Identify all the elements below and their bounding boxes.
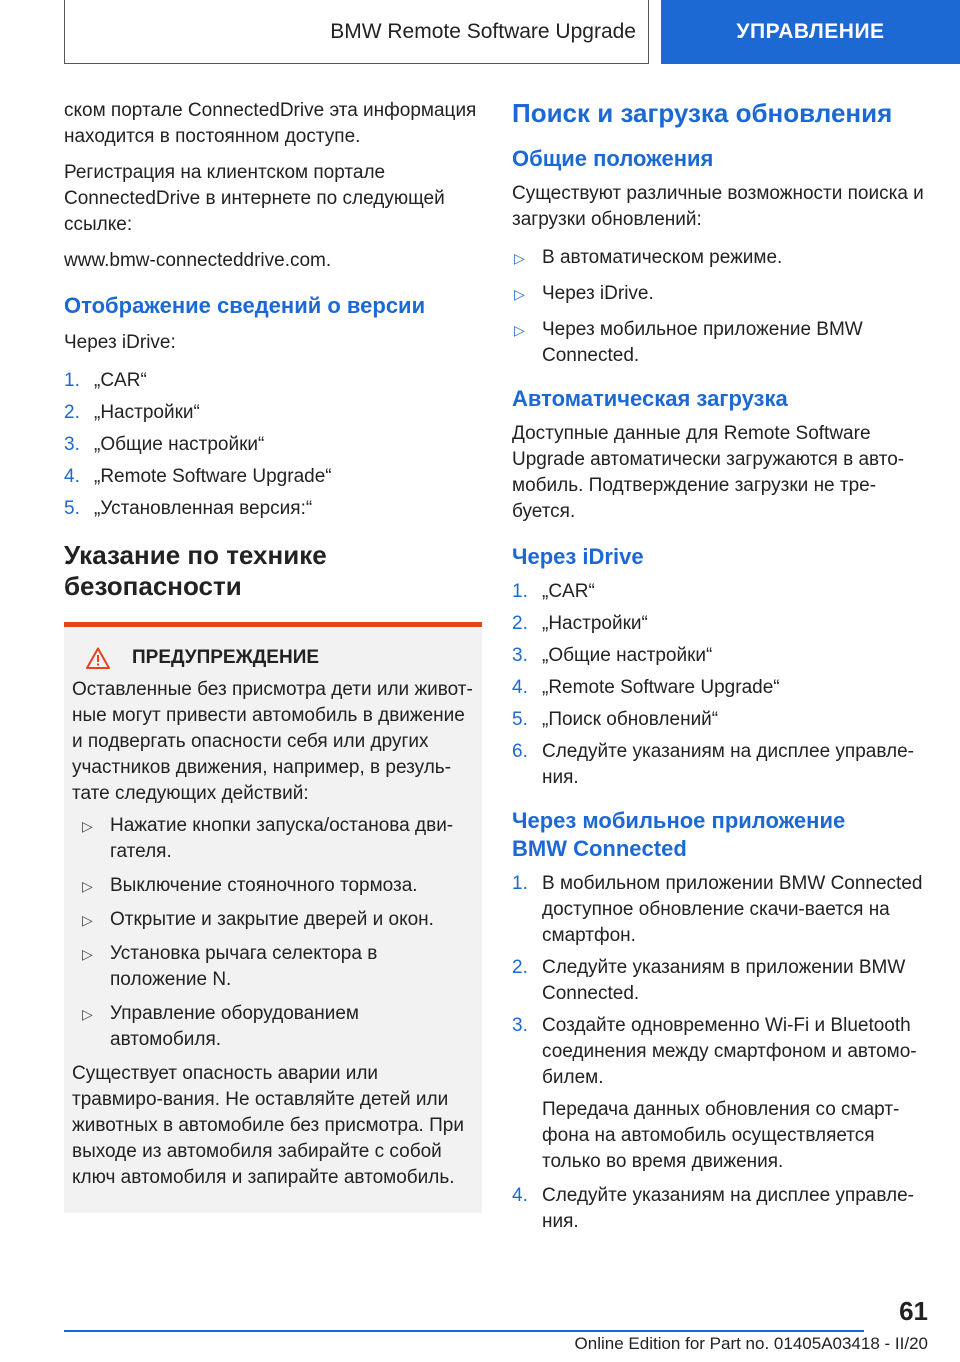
- list-item: 4. „Remote Software Upgrade“: [64, 464, 482, 490]
- auto-text: Доступные данные для Remote Software Upgrade автоматически загружаются в авто-мобиль. Подтверждение загрузки не тре-буется.: [512, 423, 905, 522]
- list-item: 5. „Установленная версия:“: [64, 496, 482, 522]
- step-number: 4.: [512, 1185, 528, 1206]
- bullet-triangle-icon: ▷: [514, 322, 525, 338]
- list-item: 1. В мобильном приложении BMW Connected доступное обновление скачи-вается на смартфон.: [512, 873, 923, 946]
- list-item: 1. „CAR“: [512, 579, 932, 605]
- bullet-triangle-icon: ▷: [82, 818, 93, 834]
- list-item: ▷ Открытие и закрытие дверей и окон.: [80, 907, 474, 933]
- list-item: 4. „Remote Software Upgrade“: [512, 675, 932, 701]
- step-number: 6.: [512, 741, 528, 762]
- list-item: 3. „Общие настройки“: [64, 432, 482, 458]
- list-item: 4. Следуйте указаниям на дисплее управле-ния.: [512, 1185, 914, 1232]
- step-number: 3.: [512, 645, 528, 666]
- list-item: ▷ Управление оборудованием автомобиля.: [82, 1003, 359, 1050]
- registration-text: Регистрация на клиентском портале ConnectedDrive в интернете по следующей ссылке:: [64, 162, 445, 235]
- step-number: 2.: [512, 613, 528, 634]
- footer-edition: Online Edition for Part no. 01405A03418 - II/20: [574, 1334, 928, 1353]
- footer-divider: [64, 1330, 864, 1332]
- list-item: 5. „Поиск обновлений“: [512, 707, 932, 733]
- list-item: 6. Следуйте указаниям на дисплее управле-ния.: [512, 741, 914, 788]
- warning-triangle-icon: [86, 647, 110, 669]
- warning-box: [64, 622, 482, 1213]
- step-number: 4.: [64, 466, 80, 487]
- idrive-heading: Через iDrive: [512, 544, 644, 569]
- version-heading: Отображение сведений о версии: [64, 293, 426, 318]
- bullet-triangle-icon: ▷: [82, 878, 93, 894]
- app-steps: [512, 871, 932, 1091]
- step-number: 1.: [512, 581, 528, 602]
- list-item: 2. Следуйте указаниям в приложении BMW Connected.: [512, 957, 906, 1004]
- header-title: BMW Remote Software Upgrade: [64, 0, 649, 64]
- list-item: 1. „CAR“: [64, 368, 482, 394]
- warning-list: [72, 813, 474, 1053]
- app-steps-continued: [512, 1183, 932, 1235]
- general-list: [512, 245, 932, 369]
- list-item: ▷ Нажатие кнопки запуска/останова дви-гателя.: [82, 815, 454, 862]
- safety-heading: Указание по технике безопасности: [64, 540, 327, 601]
- warning-label: ПРЕДУПРЕЖДЕНИЕ: [132, 647, 320, 668]
- general-heading: Общие положения: [512, 146, 714, 171]
- list-item: ▷ Через iDrive.: [512, 281, 932, 307]
- step-number: 4.: [512, 677, 528, 698]
- bullet-triangle-icon: ▷: [514, 250, 525, 266]
- via-idrive-label: Через iDrive:: [64, 332, 176, 353]
- section-tab[interactable]: УПРАВЛЕНИЕ: [661, 0, 960, 64]
- warning-outro: Существует опасность аварии или травмиро-вания. Не оставляйте детей или животных в автомобиле без присмотра. При выходе из автомобиля забирайте с собой ключ автомобиля и запирайте автомобиль.: [72, 1063, 464, 1188]
- app-heading: Через мобильное приложение BMW Connected: [512, 808, 846, 861]
- page-number: 61: [899, 1296, 928, 1326]
- step-number: 1.: [512, 873, 528, 894]
- warning-title: [72, 647, 474, 669]
- list-item: ▷ В автоматическом режиме.: [512, 245, 932, 271]
- auto-heading: Автоматическая загрузка: [512, 386, 788, 411]
- step-number: 1.: [64, 370, 80, 391]
- bullet-triangle-icon: ▷: [82, 946, 93, 962]
- left-column: [64, 98, 482, 1213]
- app-note: Передача данных обновления со смарт-фона на автомобиль осуществляется только во время движения.: [542, 1099, 900, 1172]
- portal-url[interactable]: www.bmw-connecteddrive.com.: [64, 250, 332, 271]
- list-item: 2. „Настройки“: [64, 400, 482, 426]
- version-steps: [64, 368, 482, 522]
- idrive-steps: [512, 579, 932, 791]
- list-item: ▷ Через мобильное приложение BMW Connected.: [514, 319, 863, 366]
- bullet-triangle-icon: ▷: [514, 286, 525, 302]
- step-number: 2.: [512, 957, 528, 978]
- step-number: 5.: [64, 498, 80, 519]
- intro-text: ском портале ConnectedDrive эта информация находится в постоянном доступе.: [64, 100, 477, 147]
- list-item: 2. „Настройки“: [512, 611, 932, 637]
- bullet-triangle-icon: ▷: [82, 912, 93, 928]
- step-number: 5.: [512, 709, 528, 730]
- main-heading: Поиск и загрузка обновления: [512, 98, 893, 128]
- step-number: 3.: [64, 434, 80, 455]
- warning-intro: Оставленные без присмотра дети или живот-ные могут привести автомобиль в движение и подвергать опасности себя или других участников движения, например, в резуль-тате следующих действий:: [72, 679, 473, 804]
- list-item: ▷ Выключение стояночного тормоза.: [80, 873, 474, 899]
- list-item: ▷ Установка рычага селектора в положение N.: [82, 943, 378, 990]
- list-item: 3. „Общие настройки“: [512, 643, 932, 669]
- list-item: 3. Создайте одновременно Wi-Fi и Bluetooth соединения между смартфоном и автомо-билем.: [512, 1015, 917, 1088]
- step-number: 3.: [512, 1015, 528, 1036]
- right-column: [512, 98, 932, 1241]
- step-number: 2.: [64, 402, 80, 423]
- bullet-triangle-icon: ▷: [82, 1006, 93, 1022]
- general-text: Существуют различные возможности поиска и загрузки обновлений:: [512, 183, 924, 230]
